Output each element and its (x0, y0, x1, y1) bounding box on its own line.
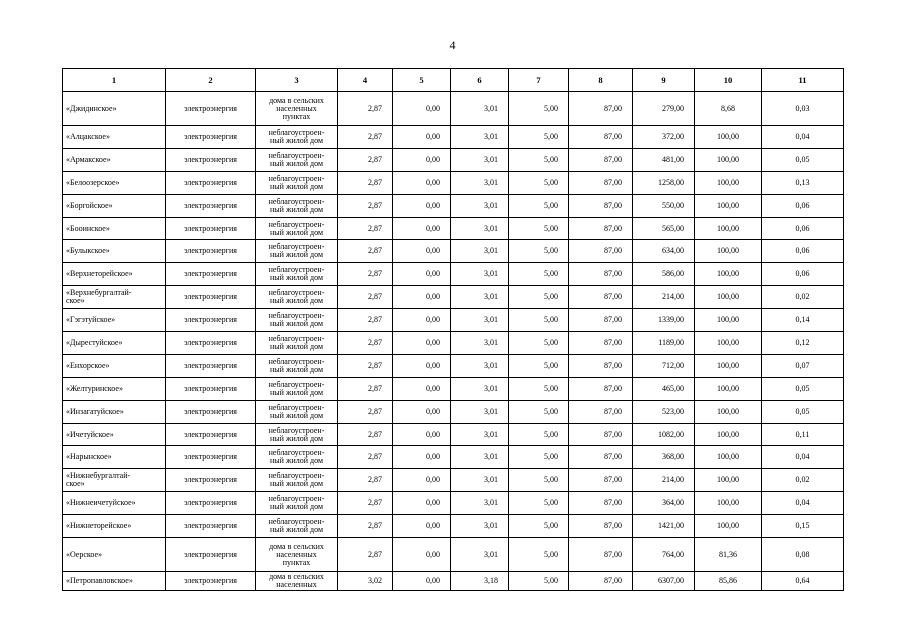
housing-type-cell: неблагоустроен- ный жилой дом (256, 332, 338, 355)
col6-cell: 3,01 (451, 538, 509, 572)
resource-cell: электроэнергия (166, 492, 256, 515)
col6-cell: 3,01 (451, 263, 509, 286)
col11-cell: 0,06 (762, 217, 844, 240)
settlement-name-cell: «Верхнебургалтай- ское» (63, 286, 166, 309)
col10-cell: 100,00 (695, 309, 762, 332)
table-row (63, 572, 844, 591)
col8-cell: 87,00 (569, 400, 633, 423)
resource-cell: электроэнергия (166, 469, 256, 492)
col8-cell: 87,00 (569, 538, 633, 572)
col11-cell: 0,04 (762, 126, 844, 149)
settlement-name-cell: «Нарынское» (63, 446, 166, 469)
table-row (63, 423, 844, 446)
column-header: 4 (338, 69, 393, 92)
table-row (63, 377, 844, 400)
resource-cell: электроэнергия (166, 171, 256, 194)
col10-cell: 100,00 (695, 492, 762, 515)
column-header: 2 (166, 69, 256, 92)
col11-cell: 0,03 (762, 92, 844, 126)
col7-cell: 5,00 (509, 194, 569, 217)
settlement-name-cell: «Булыкское» (63, 240, 166, 263)
housing-type-cell: неблагоустроен- ный жилой дом (256, 126, 338, 149)
settlement-name-cell: «Желтуринское» (63, 377, 166, 400)
col7-cell: 5,00 (509, 126, 569, 149)
col4-cell: 2,87 (338, 126, 393, 149)
col5-cell: 0,00 (393, 309, 451, 332)
tariff-table (62, 68, 844, 591)
table-row (63, 194, 844, 217)
col8-cell: 87,00 (569, 354, 633, 377)
resource-cell: электроэнергия (166, 194, 256, 217)
col4-cell: 2,87 (338, 446, 393, 469)
col10-cell: 100,00 (695, 332, 762, 355)
col4-cell: 2,87 (338, 171, 393, 194)
housing-type-cell: дома в сельских населенных пунктах (256, 92, 338, 126)
resource-cell: электроэнергия (166, 126, 256, 149)
resource-cell: электроэнергия (166, 92, 256, 126)
resource-cell: электроэнергия (166, 538, 256, 572)
resource-cell: электроэнергия (166, 515, 256, 538)
col10-cell: 100,00 (695, 377, 762, 400)
col9-cell: 465,00 (633, 377, 695, 400)
col5-cell: 0,00 (393, 538, 451, 572)
col4-cell: 2,87 (338, 354, 393, 377)
col9-cell: 1258,00 (633, 171, 695, 194)
col5-cell: 0,00 (393, 240, 451, 263)
housing-type-cell: неблагоустроен- ный жилой дом (256, 263, 338, 286)
col5-cell: 0,00 (393, 423, 451, 446)
settlement-name-cell: «Белоозерское» (63, 171, 166, 194)
housing-type-cell: неблагоустроен- ный жилой дом (256, 377, 338, 400)
settlement-name-cell: «Ичетуйское» (63, 423, 166, 446)
settlement-name-cell: «Нижнеичетуйское» (63, 492, 166, 515)
col9-cell: 481,00 (633, 148, 695, 171)
col9-cell: 1421,00 (633, 515, 695, 538)
col5-cell: 0,00 (393, 492, 451, 515)
col5-cell: 0,00 (393, 377, 451, 400)
col5-cell: 0,00 (393, 515, 451, 538)
col6-cell: 3,01 (451, 446, 509, 469)
col6-cell: 3,01 (451, 126, 509, 149)
col10-cell: 100,00 (695, 263, 762, 286)
col6-cell: 3,01 (451, 92, 509, 126)
col4-cell: 2,87 (338, 400, 393, 423)
housing-type-cell: дома в сельских населенных (256, 572, 338, 591)
column-header: 11 (762, 69, 844, 92)
col4-cell: 3,02 (338, 572, 393, 591)
col11-cell: 0,06 (762, 194, 844, 217)
col10-cell: 100,00 (695, 446, 762, 469)
col5-cell: 0,00 (393, 92, 451, 126)
col7-cell: 5,00 (509, 217, 569, 240)
table-row (63, 240, 844, 263)
housing-type-cell: неблагоустроен- ный жилой дом (256, 469, 338, 492)
table-row (63, 171, 844, 194)
table-row (63, 354, 844, 377)
col5-cell: 0,00 (393, 332, 451, 355)
col9-cell: 214,00 (633, 286, 695, 309)
resource-cell: электроэнергия (166, 332, 256, 355)
col6-cell: 3,01 (451, 332, 509, 355)
settlement-name-cell: «Оерское» (63, 538, 166, 572)
settlement-name-cell: «Гэгэтуйское» (63, 309, 166, 332)
col4-cell: 2,87 (338, 194, 393, 217)
column-header: 1 (63, 69, 166, 92)
settlement-name-cell: «Нижнеторейское» (63, 515, 166, 538)
col8-cell: 87,00 (569, 126, 633, 149)
col9-cell: 1082,00 (633, 423, 695, 446)
col7-cell: 5,00 (509, 400, 569, 423)
column-header: 6 (451, 69, 509, 92)
col11-cell: 0,15 (762, 515, 844, 538)
housing-type-cell: неблагоустроен- ный жилой дом (256, 446, 338, 469)
col5-cell: 0,00 (393, 286, 451, 309)
col6-cell: 3,01 (451, 400, 509, 423)
resource-cell: электроэнергия (166, 446, 256, 469)
col4-cell: 2,87 (338, 263, 393, 286)
col6-cell: 3,01 (451, 286, 509, 309)
col5-cell: 0,00 (393, 217, 451, 240)
table-row (63, 400, 844, 423)
table-row (63, 492, 844, 515)
settlement-name-cell: «Алцакское» (63, 126, 166, 149)
col9-cell: 565,00 (633, 217, 695, 240)
col9-cell: 764,00 (633, 538, 695, 572)
settlement-name-cell: «Боргойское» (63, 194, 166, 217)
col9-cell: 586,00 (633, 263, 695, 286)
table-body (63, 92, 844, 591)
resource-cell: электроэнергия (166, 286, 256, 309)
col11-cell: 0,04 (762, 492, 844, 515)
resource-cell: электроэнергия (166, 400, 256, 423)
housing-type-cell: неблагоустроен- ный жилой дом (256, 286, 338, 309)
settlement-name-cell: «Джидинское» (63, 92, 166, 126)
col9-cell: 368,00 (633, 446, 695, 469)
col8-cell: 87,00 (569, 492, 633, 515)
settlement-name-cell: «Верхнеторейское» (63, 263, 166, 286)
col11-cell: 0,11 (762, 423, 844, 446)
col8-cell: 87,00 (569, 423, 633, 446)
resource-cell: электроэнергия (166, 572, 256, 591)
col10-cell: 100,00 (695, 217, 762, 240)
col9-cell: 712,00 (633, 354, 695, 377)
col6-cell: 3,18 (451, 572, 509, 591)
col10-cell: 100,00 (695, 354, 762, 377)
col10-cell: 85,86 (695, 572, 762, 591)
col9-cell: 1189,00 (633, 332, 695, 355)
col7-cell: 5,00 (509, 423, 569, 446)
col4-cell: 2,87 (338, 423, 393, 446)
settlement-name-cell: «Армакское» (63, 148, 166, 171)
col11-cell: 0,05 (762, 400, 844, 423)
col10-cell: 100,00 (695, 194, 762, 217)
table-row (63, 515, 844, 538)
col7-cell: 5,00 (509, 572, 569, 591)
col8-cell: 87,00 (569, 148, 633, 171)
col11-cell: 0,04 (762, 446, 844, 469)
col11-cell: 0,06 (762, 263, 844, 286)
col8-cell: 87,00 (569, 446, 633, 469)
col8-cell: 87,00 (569, 377, 633, 400)
table-row (63, 309, 844, 332)
col11-cell: 0,64 (762, 572, 844, 591)
col6-cell: 3,01 (451, 423, 509, 446)
col6-cell: 3,01 (451, 217, 509, 240)
settlement-name-cell: «Инзагатуйское» (63, 400, 166, 423)
table-row (63, 332, 844, 355)
col8-cell: 87,00 (569, 309, 633, 332)
col11-cell: 0,02 (762, 469, 844, 492)
col6-cell: 3,01 (451, 309, 509, 332)
col10-cell: 100,00 (695, 148, 762, 171)
col8-cell: 87,00 (569, 92, 633, 126)
col7-cell: 5,00 (509, 263, 569, 286)
col7-cell: 5,00 (509, 309, 569, 332)
col6-cell: 3,01 (451, 469, 509, 492)
settlement-name-cell: «Петропавловское» (63, 572, 166, 591)
col10-cell: 81,36 (695, 538, 762, 572)
col4-cell: 2,87 (338, 148, 393, 171)
housing-type-cell: неблагоустроен- ный жилой дом (256, 354, 338, 377)
column-header: 9 (633, 69, 695, 92)
col7-cell: 5,00 (509, 332, 569, 355)
col9-cell: 6307,00 (633, 572, 695, 591)
col10-cell: 8,68 (695, 92, 762, 126)
col4-cell: 2,87 (338, 217, 393, 240)
col7-cell: 5,00 (509, 446, 569, 469)
col7-cell: 5,00 (509, 286, 569, 309)
col4-cell: 2,87 (338, 286, 393, 309)
resource-cell: электроэнергия (166, 423, 256, 446)
col6-cell: 3,01 (451, 492, 509, 515)
col11-cell: 0,07 (762, 354, 844, 377)
col6-cell: 3,01 (451, 240, 509, 263)
col6-cell: 3,01 (451, 354, 509, 377)
housing-type-cell: неблагоустроен- ный жилой дом (256, 194, 338, 217)
col11-cell: 0,13 (762, 171, 844, 194)
col10-cell: 100,00 (695, 240, 762, 263)
table-row (63, 217, 844, 240)
col4-cell: 2,87 (338, 240, 393, 263)
settlement-name-cell: «Нижнебургалтай- ское» (63, 469, 166, 492)
col10-cell: 100,00 (695, 126, 762, 149)
col5-cell: 0,00 (393, 194, 451, 217)
col4-cell: 2,87 (338, 92, 393, 126)
col5-cell: 0,00 (393, 400, 451, 423)
resource-cell: электроэнергия (166, 309, 256, 332)
col9-cell: 214,00 (633, 469, 695, 492)
table-row (63, 126, 844, 149)
col4-cell: 2,87 (338, 332, 393, 355)
col10-cell: 100,00 (695, 423, 762, 446)
col10-cell: 100,00 (695, 400, 762, 423)
col11-cell: 0,06 (762, 240, 844, 263)
col10-cell: 100,00 (695, 515, 762, 538)
col9-cell: 523,00 (633, 400, 695, 423)
col8-cell: 87,00 (569, 194, 633, 217)
resource-cell: электроэнергия (166, 240, 256, 263)
col6-cell: 3,01 (451, 148, 509, 171)
housing-type-cell: неблагоустроен- ный жилой дом (256, 240, 338, 263)
col8-cell: 87,00 (569, 217, 633, 240)
resource-cell: электроэнергия (166, 354, 256, 377)
col5-cell: 0,00 (393, 171, 451, 194)
housing-type-cell: неблагоустроен- ный жилой дом (256, 515, 338, 538)
col6-cell: 3,01 (451, 171, 509, 194)
col7-cell: 5,00 (509, 148, 569, 171)
table-row (63, 148, 844, 171)
resource-cell: электроэнергия (166, 377, 256, 400)
col7-cell: 5,00 (509, 469, 569, 492)
col7-cell: 5,00 (509, 538, 569, 572)
col9-cell: 279,00 (633, 92, 695, 126)
col9-cell: 634,00 (633, 240, 695, 263)
col11-cell: 0,12 (762, 332, 844, 355)
housing-type-cell: неблагоустроен- ный жилой дом (256, 309, 338, 332)
col5-cell: 0,00 (393, 572, 451, 591)
col7-cell: 5,00 (509, 92, 569, 126)
col9-cell: 372,00 (633, 126, 695, 149)
col5-cell: 0,00 (393, 446, 451, 469)
col4-cell: 2,87 (338, 469, 393, 492)
settlement-name-cell: «Дырестуйское» (63, 332, 166, 355)
col5-cell: 0,00 (393, 469, 451, 492)
col7-cell: 5,00 (509, 171, 569, 194)
settlement-name-cell: «Енхорское» (63, 354, 166, 377)
col10-cell: 100,00 (695, 286, 762, 309)
col7-cell: 5,00 (509, 377, 569, 400)
col6-cell: 3,01 (451, 515, 509, 538)
col7-cell: 5,00 (509, 240, 569, 263)
resource-cell: электроэнергия (166, 148, 256, 171)
col11-cell: 0,14 (762, 309, 844, 332)
col4-cell: 2,87 (338, 309, 393, 332)
housing-type-cell: неблагоустроен- ный жилой дом (256, 217, 338, 240)
column-header: 3 (256, 69, 338, 92)
col7-cell: 5,00 (509, 515, 569, 538)
col4-cell: 2,87 (338, 492, 393, 515)
col9-cell: 364,00 (633, 492, 695, 515)
col10-cell: 100,00 (695, 469, 762, 492)
housing-type-cell: неблагоустроен- ный жилой дом (256, 171, 338, 194)
col4-cell: 2,87 (338, 377, 393, 400)
column-header: 7 (509, 69, 569, 92)
col4-cell: 2,87 (338, 515, 393, 538)
col6-cell: 3,01 (451, 377, 509, 400)
housing-type-cell: неблагоустроен- ный жилой дом (256, 492, 338, 515)
table-row (63, 538, 844, 572)
housing-type-cell: неблагоустроен- ный жилой дом (256, 400, 338, 423)
column-header: 5 (393, 69, 451, 92)
col8-cell: 87,00 (569, 286, 633, 309)
col8-cell: 87,00 (569, 332, 633, 355)
col11-cell: 0,02 (762, 286, 844, 309)
col9-cell: 1339,00 (633, 309, 695, 332)
col7-cell: 5,00 (509, 492, 569, 515)
column-header: 10 (695, 69, 762, 92)
table-row (63, 469, 844, 492)
col8-cell: 87,00 (569, 263, 633, 286)
col8-cell: 87,00 (569, 171, 633, 194)
col6-cell: 3,01 (451, 194, 509, 217)
col5-cell: 0,00 (393, 126, 451, 149)
table-row (63, 263, 844, 286)
col11-cell: 0,05 (762, 377, 844, 400)
col10-cell: 100,00 (695, 171, 762, 194)
col8-cell: 87,00 (569, 572, 633, 591)
col7-cell: 5,00 (509, 354, 569, 377)
table-row (63, 286, 844, 309)
col5-cell: 0,00 (393, 148, 451, 171)
col8-cell: 87,00 (569, 469, 633, 492)
page-number: 4 (449, 38, 456, 52)
housing-type-cell: неблагоустроен- ный жилой дом (256, 148, 338, 171)
col4-cell: 2,87 (338, 538, 393, 572)
col11-cell: 0,08 (762, 538, 844, 572)
col5-cell: 0,00 (393, 354, 451, 377)
table-row (63, 92, 844, 126)
housing-type-cell: неблагоустроен- ный жилой дом (256, 423, 338, 446)
table-row (63, 446, 844, 469)
resource-cell: электроэнергия (166, 263, 256, 286)
col5-cell: 0,00 (393, 263, 451, 286)
column-header: 8 (569, 69, 633, 92)
col11-cell: 0,05 (762, 148, 844, 171)
settlement-name-cell: «Бооинское» (63, 217, 166, 240)
resource-cell: электроэнергия (166, 217, 256, 240)
col9-cell: 550,00 (633, 194, 695, 217)
table-header-row (63, 69, 844, 92)
col8-cell: 87,00 (569, 240, 633, 263)
col8-cell: 87,00 (569, 515, 633, 538)
housing-type-cell: дома в сельских населенных пунктах (256, 538, 338, 572)
